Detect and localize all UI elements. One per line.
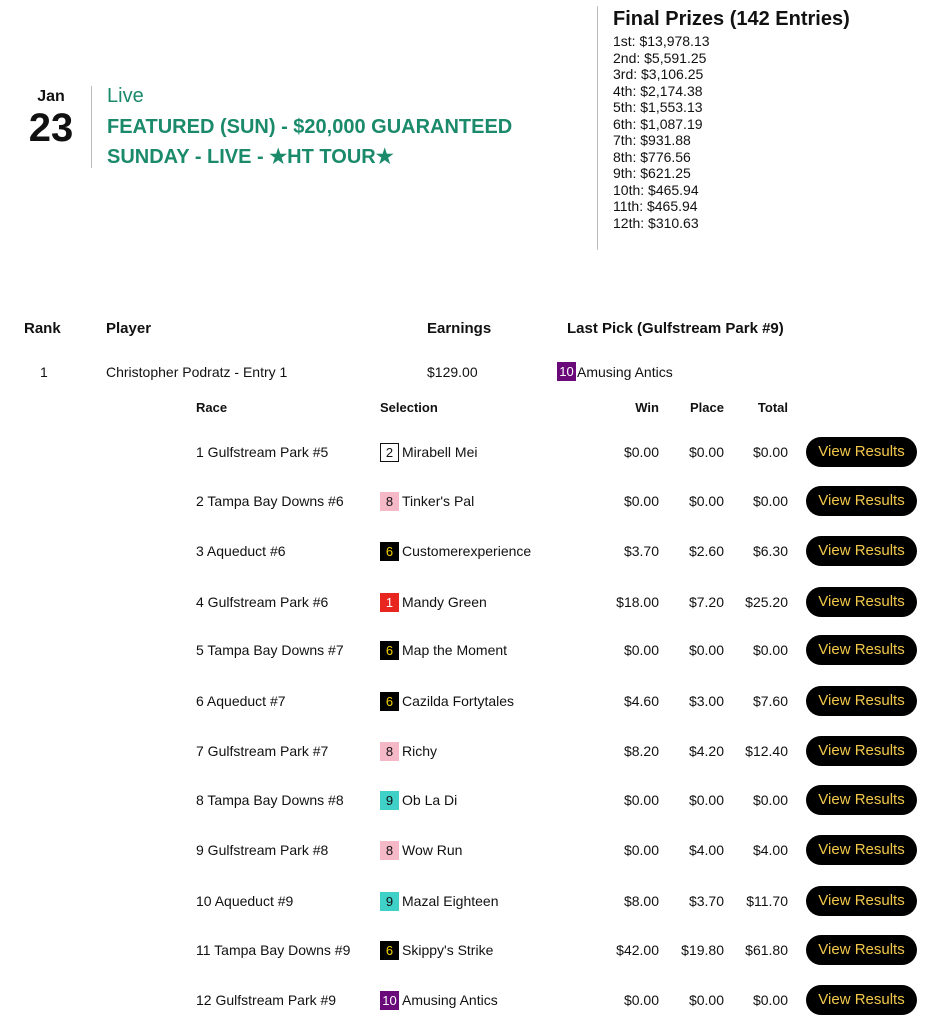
- race-name: 10 Aqueduct #9: [196, 893, 294, 909]
- horse-name: Mandy Green: [402, 594, 487, 610]
- race-row: [0, 985, 940, 1015]
- total-value: $0.00: [752, 992, 788, 1008]
- final-prizes-panel: [613, 8, 850, 231]
- prize-line: 12th: $310.63: [613, 214, 699, 231]
- race-row: [0, 886, 940, 916]
- selection-header: Selection: [380, 400, 438, 415]
- race-row: [0, 686, 940, 716]
- view-results-button[interactable]: View Results: [806, 985, 917, 1015]
- prize-line: 11th: $465.94: [613, 198, 698, 214]
- player-name[interactable]: Christopher Podratz - Entry 1: [106, 364, 288, 380]
- race-row: [0, 935, 940, 965]
- post-position-badge: 8: [380, 841, 399, 860]
- place-value: $19.80: [681, 942, 724, 958]
- event-day: 23: [28, 106, 74, 150]
- last-pick-horse: Amusing Antics: [577, 363, 673, 380]
- selection: [380, 886, 499, 916]
- race-name: 4 Gulfstream Park #6: [196, 594, 329, 610]
- selection: [380, 635, 507, 665]
- view-results-button[interactable]: View Results: [806, 835, 917, 865]
- race-header: Race: [196, 400, 228, 415]
- race-name: 9 Gulfstream Park #8: [196, 842, 329, 858]
- post-position-badge: 10: [557, 362, 576, 381]
- horse-name: Skippy's Strike: [402, 942, 494, 958]
- selection: [380, 486, 474, 516]
- race-name: 1 Gulfstream Park #5: [196, 444, 329, 460]
- race-name: 3 Aqueduct #6: [196, 543, 286, 559]
- race-row: [0, 736, 940, 766]
- horse-name: Ob La Di: [402, 792, 458, 808]
- post-position-badge: 10: [380, 991, 399, 1010]
- win-value: $4.60: [623, 693, 659, 709]
- event-status: Live: [107, 85, 144, 107]
- total-value: $7.60: [752, 693, 788, 709]
- place-value: $2.60: [688, 543, 724, 559]
- horse-name: Cazilda Fortytales: [402, 693, 515, 709]
- total-value: $0.00: [752, 642, 788, 658]
- place-value: $0.00: [688, 444, 724, 460]
- selection: [380, 785, 457, 815]
- horse-name: Tinker's Pal: [402, 493, 475, 509]
- player-header: Player: [106, 320, 152, 337]
- place-value: $4.20: [688, 743, 724, 759]
- place-header: Place: [690, 400, 724, 415]
- place-value: $4.00: [688, 842, 724, 858]
- win-value: $0.00: [623, 642, 659, 658]
- post-position-badge: 6: [380, 692, 399, 711]
- view-results-button[interactable]: View Results: [806, 935, 917, 965]
- prize-line: 3rd: $3,106.25: [613, 66, 704, 82]
- view-results-button[interactable]: View Results: [806, 736, 917, 766]
- view-results-button[interactable]: View Results: [806, 486, 917, 516]
- selection: [380, 587, 487, 617]
- race-name: 7 Gulfstream Park #7: [196, 743, 329, 759]
- view-results-button[interactable]: View Results: [806, 785, 917, 815]
- earnings-value: $129.00: [427, 364, 478, 380]
- horse-name: Customerexperience: [402, 543, 532, 559]
- race-row: [0, 835, 940, 865]
- selection: [380, 935, 493, 965]
- view-results-button[interactable]: View Results: [806, 635, 917, 665]
- last-pick: [557, 362, 673, 381]
- win-value: $42.00: [616, 942, 659, 958]
- rank-header: Rank: [24, 320, 61, 337]
- total-value: $0.00: [752, 444, 788, 460]
- horse-name: Amusing Antics: [402, 992, 498, 1008]
- place-value: $3.70: [688, 893, 724, 909]
- prizes-heading: Final Prizes (142 Entries): [613, 8, 850, 30]
- event-title-block: [107, 85, 587, 172]
- race-row: [0, 486, 940, 516]
- rank-value: 1: [40, 364, 48, 380]
- race-name: 8 Tampa Bay Downs #8: [196, 792, 344, 808]
- event-title-line-1: FEATURED (SUN) - $20,000 GUARANTEED: [107, 116, 513, 138]
- place-value: $0.00: [688, 992, 724, 1008]
- prize-line: 7th: $931.88: [613, 132, 691, 148]
- view-results-button[interactable]: View Results: [806, 587, 917, 617]
- race-row: [0, 437, 940, 467]
- race-row: [0, 635, 940, 665]
- win-value: $0.00: [623, 992, 659, 1008]
- horse-name: Richy: [402, 743, 438, 759]
- prize-line: 2nd: $5,591.25: [613, 49, 707, 66]
- selection: [380, 536, 531, 566]
- last-pick-header: Last Pick (Gulfstream Park #9): [567, 320, 784, 337]
- total-value: $61.80: [745, 942, 788, 958]
- horse-name: Map the Moment: [402, 642, 508, 658]
- post-position-badge: 6: [380, 641, 399, 660]
- earnings-header: Earnings: [427, 320, 492, 337]
- post-position-badge: 2: [380, 443, 399, 462]
- race-row: [0, 536, 940, 566]
- prize-line: 10th: $465.94: [613, 181, 699, 198]
- total-value: $11.70: [746, 893, 788, 909]
- event-date: [22, 88, 80, 148]
- event-month: Jan: [37, 88, 65, 105]
- total-value: $25.20: [745, 594, 788, 610]
- selection: [380, 686, 514, 716]
- selection: [380, 835, 462, 865]
- selection: [380, 437, 477, 467]
- win-value: $8.00: [623, 893, 659, 909]
- horse-name: Wow Run: [402, 842, 463, 858]
- win-value: $8.20: [623, 743, 659, 759]
- selection: [380, 736, 437, 766]
- horse-name: Mazal Eighteen: [402, 893, 499, 909]
- race-name: 2 Tampa Bay Downs #6: [196, 493, 344, 509]
- win-value: $3.70: [623, 543, 659, 559]
- win-header: Win: [635, 400, 659, 415]
- win-value: $0.00: [623, 493, 659, 509]
- place-value: $0.00: [688, 493, 724, 509]
- prize-line: 6th: $1,087.19: [613, 115, 703, 132]
- post-position-badge: 8: [380, 492, 399, 511]
- race-row: [0, 785, 940, 815]
- win-value: $0.00: [623, 842, 659, 858]
- prize-line: 9th: $621.25: [613, 165, 691, 181]
- divider: [597, 6, 598, 250]
- view-results-button[interactable]: View Results: [806, 686, 917, 716]
- total-value: $4.00: [752, 842, 788, 858]
- post-position-badge: 8: [380, 742, 399, 761]
- divider: [91, 86, 92, 168]
- win-value: $18.00: [616, 594, 659, 610]
- race-name: 6 Aqueduct #7: [196, 693, 286, 709]
- post-position-badge: 9: [380, 791, 399, 810]
- win-value: $0.00: [623, 444, 659, 460]
- prize-list: [613, 33, 850, 231]
- event-title-line-2: SUNDAY - LIVE - ★HT TOUR★: [107, 146, 394, 168]
- race-name: 5 Tampa Bay Downs #7: [196, 642, 344, 658]
- race-row: [0, 587, 940, 617]
- view-results-button[interactable]: View Results: [806, 536, 917, 566]
- place-value: $7.20: [688, 594, 724, 610]
- race-name: 11 Tampa Bay Downs #9: [196, 942, 351, 958]
- post-position-badge: 9: [380, 892, 399, 911]
- total-value: $6.30: [752, 543, 788, 559]
- horse-name: Mirabell Mei: [402, 444, 478, 460]
- post-position-badge: 6: [380, 542, 399, 561]
- post-position-badge: 1: [380, 593, 399, 612]
- total-header: Total: [757, 400, 788, 415]
- selection: [380, 985, 498, 1015]
- place-value: $0.00: [688, 792, 724, 808]
- win-value: $0.00: [623, 792, 659, 808]
- view-results-button[interactable]: View Results: [806, 886, 917, 916]
- prize-line: 8th: $776.56: [613, 148, 691, 165]
- post-position-badge: 6: [380, 941, 399, 960]
- race-name: 12 Gulfstream Park #9: [196, 992, 337, 1008]
- total-value: $12.40: [745, 743, 788, 759]
- total-value: $0.00: [752, 493, 788, 509]
- prize-line: 1st: $13,978.13: [613, 33, 710, 49]
- prize-line: 5th: $1,553.13: [613, 99, 703, 115]
- prize-line: 4th: $2,174.38: [613, 82, 703, 99]
- place-value: $0.00: [688, 642, 724, 658]
- total-value: $0.00: [752, 792, 788, 808]
- view-results-button[interactable]: View Results: [806, 437, 917, 467]
- place-value: $3.00: [688, 693, 724, 709]
